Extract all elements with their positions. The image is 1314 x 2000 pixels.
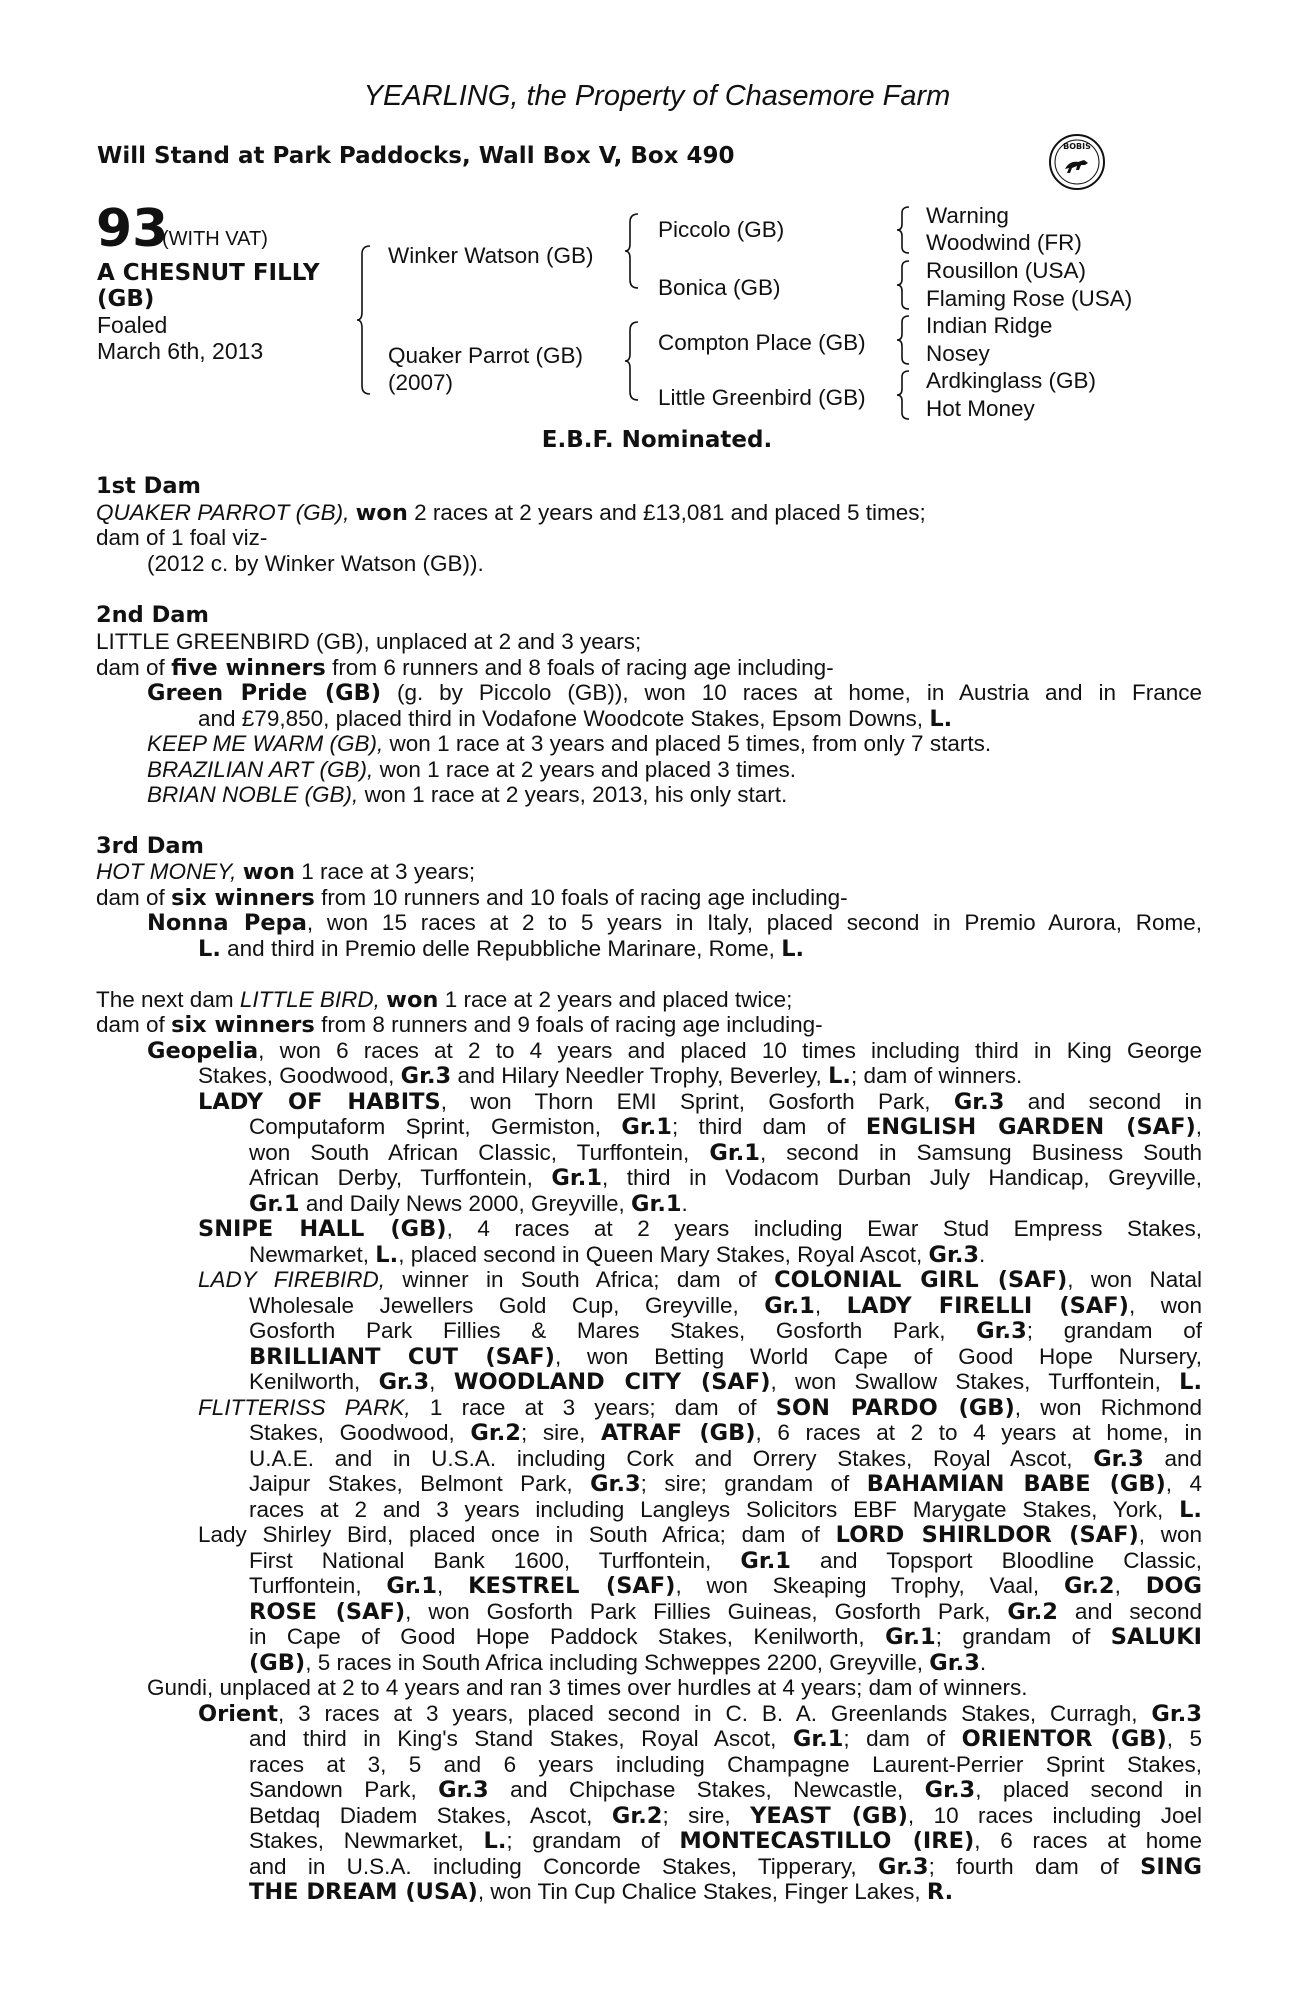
geopelia-line2: Stakes, Goodwood, Gr.3 and Hilary Needler Trophy, Beverley, L.; dam of winners.	[198, 1063, 1023, 1089]
brace-dam-parents	[624, 320, 644, 402]
lot-desc-line2: (GB)	[97, 286, 155, 312]
dam3-heading: 3rd Dam	[96, 833, 204, 859]
flitteriss-park-line4: Jaipur Stakes, Belmont Park, Gr.3; sire; grandam of BAHAMIAN BABE (GB), 4	[249, 1471, 1202, 1497]
pedigree-sire-sire: Piccolo (GB)	[658, 217, 785, 242]
orient-line6: Stakes, Newmarket, L.; grandam of MONTECASTILLO (IRE), 6 races at home	[249, 1828, 1202, 1854]
dam2-line6: BRAZILIAN ART (GB), won 1 race at 2 years and placed 3 times.	[147, 757, 797, 782]
lady-shirley-line4: ROSE (SAF), won Gosforth Park Fillies Guineas, Gosforth Park, Gr.2 and second	[249, 1599, 1202, 1625]
brace-compton	[896, 314, 914, 366]
orient-line5: Betdaq Diadem Stakes, Ascot, Gr.2; sire, YEAST (GB), 10 races including Joel	[249, 1803, 1202, 1829]
pedigree-sdd: Flaming Rose (USA)	[926, 286, 1133, 311]
ebf-nominated: E.B.F. Nominated.	[541, 427, 773, 453]
lady-of-habits-line5: Gr.1 and Daily News 2000, Greyville, Gr.1.	[249, 1191, 688, 1217]
flitteriss-park-line1: FLITTERISS PARK, 1 race at 3 years; dam of SON PARDO (GB), won Richmond	[198, 1395, 1203, 1421]
dam1-line2: dam of 1 foal viz-	[96, 525, 268, 550]
stand-location: Will Stand at Park Paddocks, Wall Box V, Box 490	[97, 143, 735, 169]
orient-line4: Sandown Park, Gr.3 and Chipchase Stakes, Newcastle, Gr.3, placed second in	[249, 1777, 1203, 1803]
pedigree-ssd: Woodwind (FR)	[926, 230, 1082, 255]
lady-of-habits-line3: won South African Classic, Turffontein, Gr.1, second in Samsung Business South	[249, 1140, 1202, 1166]
snipe-hall-line2: Newmarket, L., placed second in Queen Mary Stakes, Royal Ascot, Gr.3.	[249, 1242, 986, 1268]
pedigree-dam-sire: Compton Place (GB)	[658, 330, 866, 355]
dam2-line5: KEEP ME WARM (GB), won 1 race at 3 years and placed 5 times, from only 7 starts.	[147, 731, 992, 756]
lady-of-habits-line4: African Derby, Turffontein, Gr.1, third in Vodacom Durban July Handicap, Greyville,	[249, 1165, 1202, 1191]
foaled-label: Foaled	[97, 312, 168, 338]
logo-text: BOBIS	[1063, 142, 1091, 151]
dam2-line3: Green Pride (GB) (g. by Piccolo (GB)), won 10 races at home, in Austria and in France	[147, 680, 1202, 706]
lady-shirley-line1: Lady Shirley Bird, placed once in South Africa; dam of LORD SHIRLDOR (SAF), won	[198, 1522, 1202, 1548]
lady-shirley-line5: in Cape of Good Hope Paddock Stakes, Kenilworth, Gr.1; grandam of SALUKI	[249, 1624, 1202, 1650]
orient-line3: races at 3, 5 and 6 years including Champagne Laurent-Perrier Sprint Stakes,	[249, 1752, 1202, 1777]
pedigree-ddd: Hot Money	[926, 396, 1035, 421]
lady-of-habits-line2: Computaform Sprint, Germiston, Gr.1; third dam of ENGLISH GARDEN (SAF),	[249, 1114, 1202, 1140]
orient-line1: Orient, 3 races at 3 years, placed second in C. B. A. Greenlands Stakes, Curragh, Gr.3	[198, 1701, 1202, 1727]
dam3-line2: dam of six winners from 10 runners and 10 foals of racing age including-	[96, 885, 848, 911]
brace-bonica	[896, 259, 914, 311]
lot-vat: (WITH VAT)	[162, 228, 268, 250]
lady-shirley-line3: Turffontein, Gr.1, KESTREL (SAF), won Skeaping Trophy, Vaal, Gr.2, DOG	[249, 1573, 1202, 1599]
pedigree-dam-dam: Little Greenbird (GB)	[658, 385, 866, 410]
flitteriss-park-line5: races at 2 and 3 years including Langleys Solicitors EBF Marygate Stakes, York, L.	[249, 1497, 1202, 1523]
lady-shirley-line6: (GB), 5 races in South Africa including Schweppes 2200, Greyville, Gr.3.	[249, 1650, 987, 1676]
lot-desc-line1: A CHESNUT FILLY	[97, 260, 320, 286]
dam1-heading: 1st Dam	[96, 473, 201, 499]
brace-greenbird	[896, 369, 914, 421]
orient-line7: and in U.S.A. including Concorde Stakes, Tipperary, Gr.3; fourth dam of SING	[249, 1854, 1202, 1880]
lady-firebird-line1: LADY FIREBIRD, winner in South Africa; dam of COLONIAL GIRL (SAF), won Natal	[198, 1267, 1202, 1293]
pedigree-dds: Ardkinglass (GB)	[926, 368, 1097, 393]
page-title: YEARLING, the Property of Chasemore Farm	[363, 80, 951, 112]
lady-shirley-line2: First National Bank 1600, Turffontein, Gr.1 and Topsport Bloodline Classic,	[249, 1548, 1202, 1574]
lady-of-habits-line1: LADY OF HABITS, won Thorn EMI Sprint, Gosforth Park, Gr.3 and second in	[198, 1089, 1202, 1115]
lady-firebird-line2: Wholesale Jewellers Gold Cup, Greyville, Gr.1, LADY FIRELLI (SAF), won	[249, 1293, 1202, 1319]
lady-firebird-line4: BRILLIANT CUT (SAF), won Betting World Cape of Good Hope Nursery,	[249, 1344, 1202, 1370]
next-line2: dam of six winners from 8 runners and 9 foals of racing age including-	[96, 1012, 823, 1038]
foaled-date: March 6th, 2013	[97, 338, 264, 364]
brace-sire-parents	[624, 212, 644, 290]
flitteriss-park-line3: U.A.E. and in U.S.A. including Cork and Orrery Stakes, Royal Ascot, Gr.3 and	[249, 1446, 1202, 1472]
dam2-line7: BRIAN NOBLE (GB), won 1 race at 2 years, 2013, his only start.	[147, 782, 788, 807]
lot-description	[97, 260, 320, 364]
pedigree-dsd: Nosey	[926, 341, 990, 366]
pedigree-sss: Warning	[926, 203, 1009, 228]
flitteriss-park-line2: Stakes, Goodwood, Gr.2; sire, ATRAF (GB), 6 races at 2 to 4 years at home, in	[249, 1420, 1202, 1446]
dam3-line4: L. and third in Premio delle Repubbliche Marinare, Rome, L.	[198, 936, 805, 962]
brace-sire-dam	[356, 244, 376, 396]
lady-firebird-line5: Kenilworth, Gr.3, WOODLAND CITY (SAF), won Swallow Stakes, Turffontein, L.	[249, 1369, 1202, 1395]
dam3-line1: HOT MONEY, won 1 race at 3 years;	[96, 859, 476, 885]
dam1-line1: QUAKER PARROT (GB), won 2 races at 2 years and £13,081 and placed 5 times;	[96, 500, 926, 526]
pedigree-sire: Winker Watson (GB)	[388, 243, 594, 268]
horse-icon	[1065, 160, 1088, 173]
geopelia-line1: Geopelia, won 6 races at 2 to 4 years and placed 10 times including third in King George	[147, 1038, 1202, 1064]
snipe-hall-line1: SNIPE HALL (GB), 4 races at 2 years including Ewar Stud Empress Stakes,	[198, 1216, 1202, 1242]
dam-name: QUAKER PARROT (GB),	[96, 500, 350, 525]
dam2-line2: dam of five winners from 6 runners and 8 foals of racing age including-	[96, 655, 834, 681]
orient-line2: and third in King's Stand Stakes, Royal Ascot, Gr.1; dam of ORIENTOR (GB), 5	[249, 1726, 1202, 1752]
orient-line8: THE DREAM (USA), won Tin Cup Chalice Stakes, Finger Lakes, R.	[249, 1879, 954, 1905]
dam2-heading: 2nd Dam	[96, 602, 209, 628]
lot-number: 93	[96, 199, 169, 259]
dam2-line1: LITTLE GREENBIRD (GB), unplaced at 2 and 3 years;	[96, 629, 642, 654]
brace-piccolo	[896, 205, 914, 255]
pedigree-dam: Quaker Parrot (GB)	[388, 343, 584, 368]
next-line1: The next dam LITTLE BIRD, won 1 race at 2 years and placed twice;	[96, 987, 793, 1013]
pedigree-sire-dam: Bonica (GB)	[658, 275, 781, 300]
bobis-logo	[1048, 133, 1106, 191]
pedigree-dss: Indian Ridge	[926, 313, 1053, 338]
pedigree-sds: Rousillon (USA)	[926, 258, 1087, 283]
dam3-line3: Nonna Pepa, won 15 races at 2 to 5 years in Italy, placed second in Premio Aurora, Rome,	[147, 910, 1202, 936]
gundi-line1: Gundi, unplaced at 2 to 4 years and ran 3 times over hurdles at 4 years; dam of winners.	[147, 1675, 1028, 1700]
pedigree-dam-year: (2007)	[388, 370, 454, 395]
dam1-line3: (2012 c. by Winker Watson (GB)).	[147, 551, 484, 576]
lady-firebird-line3: Gosforth Park Fillies & Mares Stakes, Gosforth Park, Gr.3; grandam of	[249, 1318, 1202, 1344]
dam2-line4: and £79,850, placed third in Vodafone Woodcote Stakes, Epsom Downs, L.	[198, 706, 953, 732]
